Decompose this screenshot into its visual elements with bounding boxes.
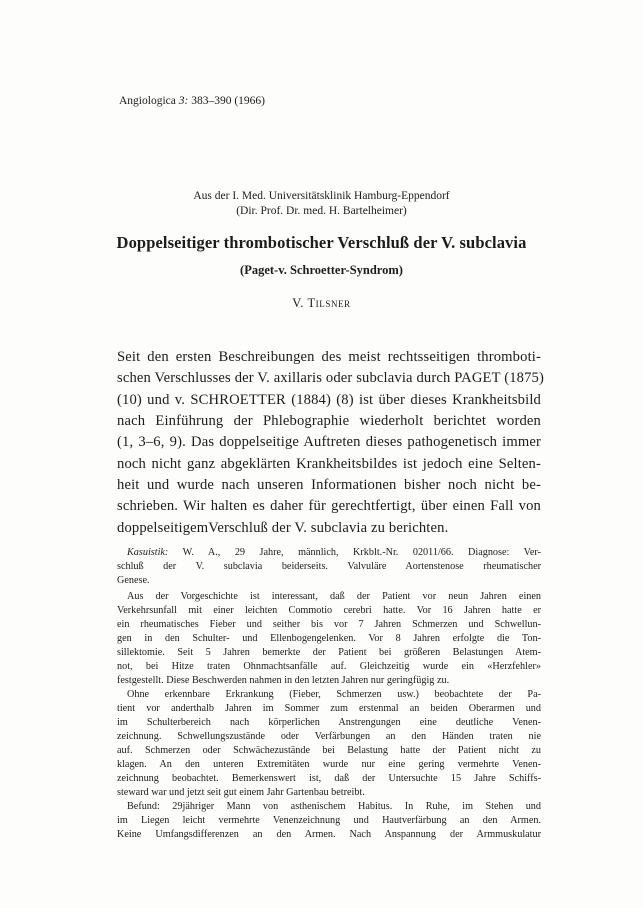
- article-author: V. Tilsner: [292, 296, 351, 310]
- intro-line: noch nicht ganz abgeklärten Krankheitsbildes ist jedoch eine Selten-: [117, 456, 541, 472]
- case-line: festgestellt. Diese Beschwerden nahmen in den letzten Jahren nur geringfügig zu.: [117, 675, 450, 686]
- case-line: zeichnung beobachtet. Bemerkenswert ist, daß der Untersuchte 15 Jahre Schiffs-: [117, 773, 541, 784]
- case-line: zeichnung. Schwellungszustände oder Verfärbungen an den Händen traten nie: [117, 731, 541, 742]
- case-line: steward war und jetzt seit gut einem Jahr Gartenbau betreibt.: [117, 787, 365, 798]
- intro-line: (10) und v. SCHROETTER (1884) (8) ist über dieses Krankheitsbild: [117, 392, 541, 408]
- intro-line: schen Verschlusses der V. axillaris oder subclavia durch PAGET (1875): [117, 370, 545, 386]
- intro-line: schrieben. Wir halten es daher für gerechtfertigt, über einen Fall von: [117, 498, 541, 514]
- case-line: [127, 547, 541, 558]
- journal-pages: 383–390 (1966): [191, 95, 265, 107]
- case-line: ein rheumatisches Fieber und seither bis vor 7 Jahren Schmerzen und Schwellun-: [117, 619, 541, 630]
- journal-citation: [119, 95, 265, 107]
- affiliation-line-1: Aus der I. Med. Universitätsklinik Hamburg-Eppendorf: [193, 190, 450, 202]
- case-line: Genese.: [117, 575, 150, 586]
- case-line: Keine Umfangsdifferenzen an den Armen. Nach Anspannung der Armmuskulatur: [117, 829, 541, 840]
- case-line: sillektomie. Seit 5 Jahren bemerkte der Patient bei größeren Belastungen Atem-: [117, 647, 541, 658]
- article-title: Doppelseitiger thrombotischer Verschluß der V. subclavia: [116, 233, 527, 252]
- case-line: Befund: 29jähriger Mann von asthenischem Habitus. In Ruhe, im Stehen und: [127, 801, 541, 812]
- case-line: tient vor anderthalb Jahren im Sommer zum erstenmal an beiden Oberarmen und: [117, 703, 541, 714]
- case-line: not, bei Hitze traten Ohnmachtsanfälle auf. Gleichzeitig wurde ein «Herzfehler»: [117, 661, 541, 672]
- case-line: im Liegen leicht vermehrte Venenzeichnung und Hautverfärbung an den Armen.: [117, 815, 541, 826]
- intro-line: doppelseitigemVerschluß der V. subclavia zu berichten.: [117, 520, 449, 536]
- affiliation-line-2: (Dir. Prof. Dr. med. H. Bartelheimer): [236, 205, 407, 217]
- intro-line: heit und wurde nach unseren Informationen bisher noch nicht be-: [117, 477, 541, 493]
- case-line-rest: W. A., 29 Jahre, männlich, Krkblt.-Nr. 02011/66. Diagnose: Ver-: [168, 547, 541, 558]
- case-line: im Schulterbereich nach körperlichen Anstrengungen eine deutliche Venen-: [117, 717, 541, 728]
- journal-name: Angiologica: [119, 95, 176, 107]
- intro-line: Seit den ersten Beschreibungen des meist rechtsseitigen thromboti-: [117, 349, 541, 365]
- case-line: gen in den Schulter- und Ellenbogengelenken. Vor 8 Jahren erfolgte die Ton-: [117, 633, 541, 644]
- case-label: Kasuistik:: [127, 547, 169, 558]
- case-line: Verkehrsunfall mit einer leichten Commotio cerebri hatte. Vor 16 Jahren hatte er: [117, 605, 541, 616]
- intro-line: (1, 3–6, 9). Das doppelseitige Auftreten dieses pathogenetisch immer: [117, 434, 541, 450]
- case-line: auf. Schmerzen oder Schwächezustände bei Belastung hatte der Patient nicht zu: [117, 745, 541, 756]
- intro-line: nach Einführung der Phlebographie wiederholt berichtet worden: [117, 413, 541, 429]
- case-line: schluß der V. subclavia beiderseits. Valvuläre Aortenstenose rheumatischer: [117, 561, 541, 572]
- case-line: Ohne erkennbare Erkrankung (Fieber, Schmerzen usw.) beobachtete der Pa-: [127, 689, 541, 700]
- article-subtitle: (Paget-v. Schroetter-Syndrom): [240, 263, 403, 277]
- case-line: Aus der Vorgeschichte ist interessant, daß der Patient vor neun Jahren einen: [127, 591, 541, 602]
- case-line: klagen. An den unteren Extremitäten wurde nur eine gering vermehrte Venen-: [117, 759, 541, 770]
- journal-volume: 3:: [178, 95, 189, 107]
